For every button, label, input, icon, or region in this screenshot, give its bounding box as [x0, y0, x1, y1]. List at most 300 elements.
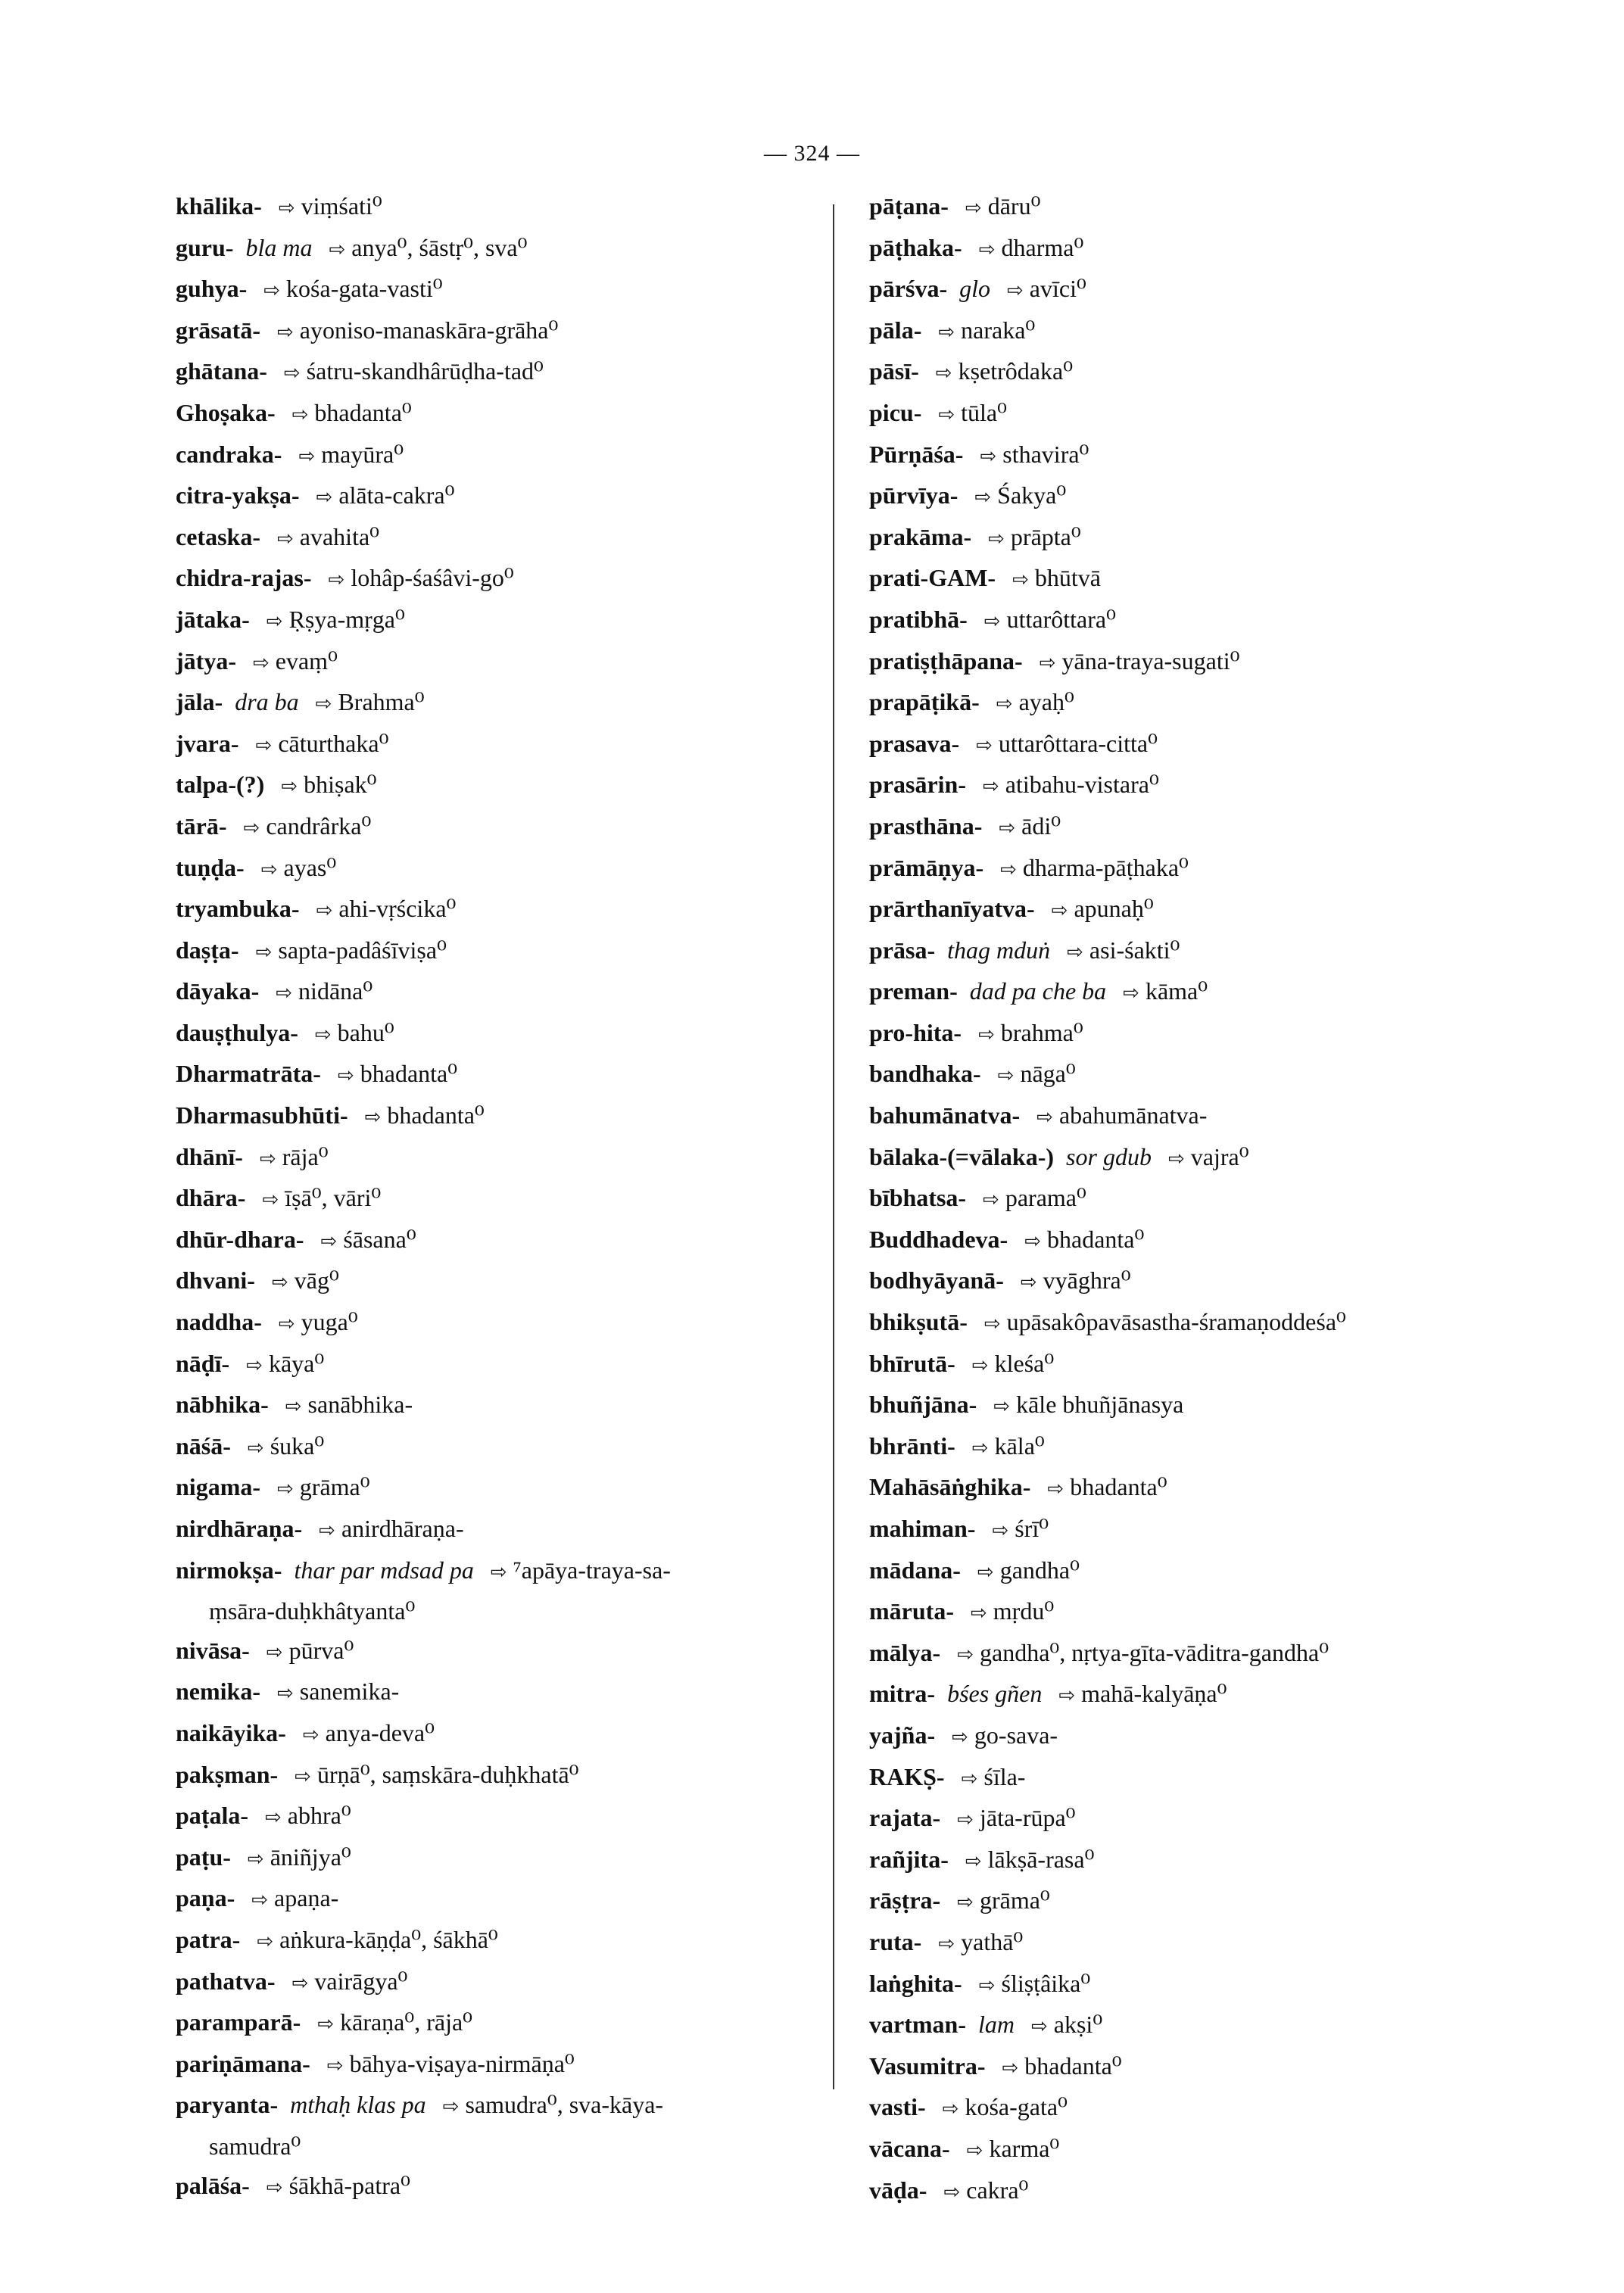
entry-cross-reference: Brahma⁰: [338, 688, 425, 716]
entry-cross-reference: sthavira⁰: [1002, 440, 1089, 468]
entry-headword: prāsa-: [869, 936, 936, 964]
entry-headword: nābhika-: [176, 1391, 269, 1419]
cross-reference-arrow-icon: ⇨: [1020, 1271, 1037, 1294]
entry-headword: candraka-: [176, 440, 282, 468]
entry-headword: bodhyāyanā-: [869, 1266, 1004, 1294]
dictionary-entry: [176, 1714, 812, 1756]
dictionary-entry: [176, 1096, 812, 1138]
dictionary-entry: [869, 1303, 1505, 1344]
dictionary-entry: [869, 2171, 1505, 2213]
entry-cross-reference: śrī⁰: [1015, 1515, 1049, 1542]
cross-reference-arrow-icon: ⇨: [271, 1271, 288, 1294]
dictionary-entry: [176, 600, 812, 642]
dictionary-entry: [176, 2003, 812, 2045]
dictionary-entry: [176, 518, 812, 559]
entry-cross-reference: ahi-vṛścika⁰: [338, 895, 457, 923]
cross-reference-arrow-icon: ⇨: [316, 899, 333, 923]
dictionary-entry: [869, 1799, 1505, 1840]
entry-tibetan-equivalent: sor gdub: [1066, 1142, 1152, 1170]
dictionary-entry: [176, 1138, 812, 1179]
entry-headword: rañjita-: [869, 1845, 949, 1873]
entry-cross-reference: bhadanta⁰: [314, 398, 412, 426]
entry-headword: nigama-: [176, 1473, 260, 1501]
entry-cross-reference: mahā-kalyāṇa⁰: [1081, 1680, 1227, 1708]
entry-headword: pārśva-: [869, 275, 948, 303]
dictionary-entry: [176, 476, 812, 518]
entry-headword: ghātana-: [176, 357, 267, 385]
entry-headword: bandhaka-: [869, 1060, 981, 1088]
cross-reference-arrow-icon: ⇨: [977, 1560, 994, 1584]
entry-cross-reference: nāga⁰: [1020, 1060, 1076, 1088]
entry-headword: rajata-: [869, 1804, 941, 1832]
entry-headword: naddha-: [176, 1308, 262, 1336]
entry-headword: paramparā-: [176, 2008, 301, 2036]
entry-cross-reference: atibahu-vistara⁰: [1005, 771, 1159, 799]
entry-cross-reference: samudra⁰, sva-kāya-: [465, 2091, 664, 2119]
cross-reference-arrow-icon: ⇨: [291, 403, 309, 426]
entry-cross-reference: akṣi⁰: [1053, 2011, 1103, 2039]
entry-headword: nirmokṣa-: [176, 1556, 282, 1584]
entry-cross-reference: apaṇa-: [274, 1884, 339, 1912]
entry-headword: Ghoṣaka-: [176, 398, 276, 426]
cross-reference-arrow-icon: ⇨: [1067, 940, 1083, 964]
cross-reference-arrow-icon: ⇨: [260, 858, 278, 881]
dictionary-entry: [176, 1055, 812, 1096]
entry-cross-reference: asi-śakti⁰: [1089, 936, 1180, 964]
cross-reference-arrow-icon: ⇨: [983, 609, 1001, 633]
dictionary-entry: [176, 394, 812, 435]
entry-headword: nāḍī-: [176, 1349, 230, 1377]
entry-cross-reference: cakra⁰: [966, 2176, 1029, 2204]
entry-cross-reference: bhadanta⁰: [387, 1101, 485, 1129]
entry-cross-reference: śākhā-patra⁰: [288, 2171, 410, 2199]
entry-headword: bhikṣutā-: [869, 1308, 968, 1336]
cross-reference-arrow-icon: ⇨: [983, 1313, 1001, 1336]
entry-headword: paṭala-: [176, 1802, 248, 1830]
dictionary-entry: [176, 807, 812, 849]
dictionary-entry: [869, 229, 1505, 270]
entry-headword: prapāṭikā-: [869, 688, 980, 716]
cross-reference-arrow-icon: ⇨: [1000, 858, 1017, 881]
entry-cross-reference: grāma⁰: [299, 1473, 370, 1501]
entry-cross-reference: avīci⁰: [1029, 275, 1086, 303]
entry-cross-reference: brahma⁰: [1000, 1018, 1083, 1046]
entry-headword: vasti-: [869, 2093, 926, 2121]
left-column: [176, 187, 812, 2207]
cross-reference-arrow-icon: ⇨: [1012, 569, 1029, 592]
entry-headword: nirdhāraṇa-: [176, 1515, 303, 1542]
entry-cross-reference: vajra⁰: [1190, 1142, 1249, 1170]
dictionary-entry: [176, 1385, 812, 1427]
entry-cross-reference: uttarôttara-citta⁰: [998, 729, 1158, 757]
entry-headword: mahiman-: [869, 1515, 976, 1542]
entry-cross-reference: parama⁰: [1005, 1184, 1086, 1212]
entry-headword: prati-GAM-: [869, 564, 996, 592]
dictionary-entry: [176, 2167, 812, 2208]
cross-reference-arrow-icon: ⇨: [276, 982, 293, 1005]
entry-cross-reference: dāru⁰: [987, 192, 1041, 220]
entry-cross-reference: prāpta⁰: [1010, 522, 1081, 550]
entry-headword: bhrānti-: [869, 1432, 955, 1460]
entry-headword: dhānī-: [176, 1142, 243, 1170]
dictionary-entry: [869, 518, 1505, 559]
entry-headword: prārthanīyatva-: [869, 895, 1035, 923]
entry-headword: dhāra-: [176, 1184, 246, 1212]
entry-headword: Vasumitra-: [869, 2052, 986, 2080]
entry-headword: jvara-: [176, 729, 239, 757]
cross-reference-arrow-icon: ⇨: [265, 1806, 282, 1830]
dictionary-entry: [176, 642, 812, 684]
dictionary-entry: [176, 1179, 812, 1220]
entry-cross-reference: kāya⁰: [268, 1349, 325, 1377]
entry-cross-reference: gandha⁰: [999, 1556, 1080, 1584]
entry-cross-reference: vairāgya⁰: [314, 1967, 408, 1995]
entry-tibetan-equivalent: thag mduṅ: [947, 936, 1051, 964]
cross-reference-arrow-icon: ⇨: [1030, 2015, 1048, 2039]
dictionary-entry: [869, 187, 1505, 229]
entry-headword: guru-: [176, 233, 234, 261]
entry-cross-reference: bhiṣak⁰: [304, 771, 377, 799]
entry-headword: vāḍa-: [869, 2176, 927, 2204]
cross-reference-arrow-icon: ⇨: [252, 651, 270, 675]
cross-reference-arrow-icon: ⇨: [1007, 279, 1024, 303]
entry-headword: RAKṢ-: [869, 1762, 945, 1790]
entry-headword: nemika-: [176, 1678, 260, 1706]
entry-cross-reference: kāla⁰: [994, 1432, 1045, 1460]
entry-cross-reference: vāg⁰: [294, 1266, 339, 1294]
entry-cross-reference: grāma⁰: [979, 1886, 1050, 1914]
cross-reference-arrow-icon: ⇨: [316, 486, 333, 509]
dictionary-entry: [176, 1838, 812, 1880]
entry-cross-reference: yuga⁰: [301, 1308, 358, 1336]
entry-cross-reference: karma⁰: [989, 2134, 1060, 2162]
dictionary-entry: [869, 1964, 1505, 2006]
entry-cross-reference: kośa-gata-vasti⁰: [286, 275, 443, 303]
dictionary-entry: [176, 1796, 812, 1838]
entry-cross-reference: anya⁰, śāstṛ⁰, sva⁰: [351, 233, 528, 261]
entry-tibetan-equivalent: mthaḥ klas pa: [290, 2091, 426, 2119]
entry-cross-reference: anirdhāraṇa-: [341, 1515, 464, 1542]
cross-reference-arrow-icon: ⇨: [1058, 1684, 1076, 1708]
cross-reference-arrow-icon: ⇨: [337, 1064, 354, 1088]
cross-reference-arrow-icon: ⇨: [285, 1395, 302, 1419]
entry-continuation: ṃsāra-duḥkhâtyanta⁰: [209, 1597, 416, 1625]
cross-reference-arrow-icon: ⇨: [971, 1436, 989, 1460]
cross-reference-arrow-icon: ⇨: [983, 1189, 999, 1212]
entry-cross-reference: dharma-pāṭhaka⁰: [1022, 853, 1189, 881]
cross-reference-arrow-icon: ⇨: [974, 486, 992, 509]
entry-headword: Mahāsāṅghika-: [869, 1473, 1031, 1501]
entry-cross-reference: bhadanta⁰: [360, 1060, 458, 1088]
cross-reference-arrow-icon: ⇨: [246, 1354, 263, 1377]
entry-cross-reference: kāraṇa⁰, rāja⁰: [340, 2008, 472, 2036]
entry-headword: nāśā-: [176, 1432, 231, 1460]
cross-reference-arrow-icon: ⇨: [1036, 1106, 1053, 1129]
entry-cross-reference: sapta-padâśīviṣa⁰: [278, 936, 447, 964]
entry-cross-reference: bhadanta⁰: [1024, 2052, 1122, 2080]
cross-reference-arrow-icon: ⇨: [992, 1519, 1009, 1542]
entry-headword: bhuñjāna-: [869, 1391, 977, 1419]
dictionary-entry: [176, 1427, 812, 1469]
entry-headword: Pūrṇāśa-: [869, 440, 964, 468]
dictionary-entry: [869, 931, 1505, 973]
entry-cross-reference: gandha⁰, nṛtya-gīta-vāditra-gandha⁰: [980, 1638, 1329, 1666]
entry-headword: bhīrutā-: [869, 1349, 955, 1377]
dictionary-entry: [869, 724, 1505, 766]
entry-headword: jātya-: [176, 646, 236, 675]
cross-reference-arrow-icon: ⇨: [938, 320, 955, 344]
cross-reference-arrow-icon: ⇨: [276, 527, 294, 550]
right-column: [869, 187, 1505, 2212]
entry-headword: khālika-: [176, 192, 262, 220]
dictionary-entry: [869, 1179, 1505, 1220]
cross-reference-arrow-icon: ⇨: [302, 1723, 320, 1746]
entry-headword: pratibhā-: [869, 605, 968, 633]
entry-headword: pūrvīya-: [869, 481, 959, 509]
cross-reference-arrow-icon: ⇨: [965, 1849, 982, 1873]
entry-headword: laṅghita-: [869, 1969, 962, 1997]
entry-cross-reference: ayaḥ⁰: [1018, 688, 1074, 716]
entry-headword: tryambuka-: [176, 895, 300, 923]
cross-reference-arrow-icon: ⇨: [243, 816, 260, 840]
entry-headword: pāsī-: [869, 357, 919, 385]
entry-headword: yajña-: [869, 1721, 936, 1749]
cross-reference-arrow-icon: ⇨: [996, 693, 1013, 716]
cross-reference-arrow-icon: ⇨: [999, 816, 1016, 840]
cross-reference-arrow-icon: ⇨: [298, 444, 316, 468]
cross-reference-arrow-icon: ⇨: [251, 1889, 269, 1912]
entry-headword: pāla-: [869, 316, 922, 344]
entry-headword: dāyaka-: [176, 977, 260, 1005]
dictionary-entry: [869, 1427, 1505, 1469]
cross-reference-arrow-icon: ⇨: [935, 362, 952, 385]
entry-tibetan-equivalent: bśes gñen: [947, 1680, 1043, 1708]
cross-reference-arrow-icon: ⇨: [266, 609, 283, 633]
cross-reference-arrow-icon: ⇨: [277, 1478, 294, 1501]
cross-reference-arrow-icon: ⇨: [1039, 651, 1056, 675]
entry-headword: talpa-(?): [176, 771, 265, 799]
dictionary-entry: [869, 972, 1505, 1014]
dictionary-entry: [176, 435, 812, 477]
entry-headword: pathatva-: [176, 1967, 276, 1995]
entry-headword: mādana-: [869, 1556, 961, 1584]
entry-cross-reference: apunaḥ⁰: [1074, 895, 1154, 923]
entry-headword: paṇa-: [176, 1884, 235, 1912]
dictionary-entry: [869, 394, 1505, 435]
entry-tibetan-equivalent: glo: [959, 275, 990, 303]
dictionary-entry: [869, 1592, 1505, 1634]
entry-headword: daṣṭa-: [176, 936, 239, 964]
cross-reference-arrow-icon: ⇨: [978, 238, 996, 261]
entry-cross-reference: kāma⁰: [1145, 977, 1208, 1005]
cross-reference-arrow-icon: ⇨: [980, 444, 997, 468]
cross-reference-arrow-icon: ⇨: [943, 2180, 961, 2204]
dictionary-entry: [176, 1303, 812, 1344]
entry-tibetan-equivalent: thar par mdsad pa: [294, 1556, 474, 1584]
dictionary-entry: [869, 889, 1505, 931]
cross-reference-arrow-icon: ⇨: [1051, 899, 1068, 923]
cross-reference-arrow-icon: ⇨: [247, 1847, 264, 1871]
cross-reference-arrow-icon: ⇨: [490, 1560, 507, 1584]
entry-cross-reference: evaṃ⁰: [275, 646, 338, 675]
cross-reference-arrow-icon: ⇨: [317, 2013, 335, 2036]
entry-headword: mālya-: [869, 1638, 941, 1666]
entry-cross-reference: sanābhika-: [307, 1391, 413, 1419]
entry-cross-reference: kleśa⁰: [994, 1349, 1055, 1377]
dictionary-entry: [176, 352, 812, 394]
dictionary-entry: [176, 1672, 812, 1714]
entry-headword: rāṣṭra-: [869, 1886, 941, 1914]
dictionary-entry: [869, 849, 1505, 890]
cross-reference-arrow-icon: ⇨: [957, 1809, 974, 1832]
cross-reference-arrow-icon: ⇨: [276, 320, 294, 344]
entry-cross-reference: nidāna⁰: [298, 977, 373, 1005]
cross-reference-arrow-icon: ⇨: [255, 734, 273, 757]
entry-cross-reference: ⁷apāya-traya-sa-: [513, 1556, 671, 1584]
dictionary-entry: [869, 1509, 1505, 1551]
entry-headword: bālaka-(=vālaka-): [869, 1142, 1055, 1170]
cross-reference-arrow-icon: ⇨: [326, 2054, 344, 2077]
page-number: — 324 —: [764, 141, 860, 166]
cross-reference-arrow-icon: ⇨: [262, 1189, 279, 1212]
cross-reference-arrow-icon: ⇨: [1047, 1478, 1064, 1501]
cross-reference-arrow-icon: ⇨: [266, 2176, 283, 2199]
entry-headword: bahumānatva-: [869, 1101, 1021, 1129]
cross-reference-arrow-icon: ⇨: [291, 1971, 309, 1995]
dictionary-entry: [176, 1220, 812, 1262]
dictionary-entry: [869, 1675, 1505, 1716]
entry-cross-reference: viṃśati⁰: [301, 192, 382, 220]
cross-reference-arrow-icon: ⇨: [966, 2139, 983, 2162]
entry-headword: prasava-: [869, 729, 960, 757]
entry-headword: dhūr-dhara-: [176, 1225, 304, 1253]
entry-cross-reference: bhadanta⁰: [1070, 1473, 1167, 1501]
entry-cross-reference: rāja⁰: [282, 1142, 329, 1170]
dictionary-entry: [176, 1468, 812, 1509]
cross-reference-arrow-icon: ⇨: [319, 1519, 335, 1542]
dictionary-entry: [176, 724, 812, 766]
entry-headword: guhya-: [176, 275, 248, 303]
dictionary-entry: [176, 849, 812, 890]
dictionary-entry: [869, 2088, 1505, 2129]
dictionary-entry: [869, 1716, 1505, 1758]
dictionary-entry: [869, 600, 1505, 642]
entry-headword: preman-: [869, 977, 958, 1005]
cross-reference-arrow-icon: ⇨: [978, 1974, 996, 1997]
cross-reference-arrow-icon: ⇨: [1002, 2056, 1019, 2080]
entry-headword: Dharmasubhūti-: [176, 1101, 348, 1129]
entry-cross-reference: abhra⁰: [287, 1802, 351, 1830]
cross-reference-arrow-icon: ⇨: [1123, 982, 1139, 1005]
entry-cross-reference: ādi⁰: [1021, 812, 1061, 840]
entry-cross-reference: mṛdu⁰: [993, 1597, 1055, 1625]
entry-cross-reference: āniñjya⁰: [270, 1843, 351, 1871]
cross-reference-arrow-icon: ⇨: [315, 693, 332, 716]
dictionary-entry: [176, 1014, 812, 1055]
dictionary-entry: [869, 1840, 1505, 1882]
cross-reference-arrow-icon: ⇨: [976, 734, 993, 757]
cross-reference-arrow-icon: ⇨: [314, 1023, 332, 1046]
entry-cross-reference: alāta-cakra⁰: [338, 481, 455, 509]
cross-reference-arrow-icon: ⇨: [281, 775, 298, 799]
dictionary-entry: [869, 1468, 1505, 1509]
dictionary-entry: [869, 1055, 1505, 1096]
dictionary-entry: [869, 2005, 1505, 2047]
dictionary-entry: [869, 559, 1505, 600]
entry-headword: pakṣman-: [176, 1760, 279, 1788]
entry-headword: pariṇāmana-: [176, 2049, 310, 2077]
entry-cross-reference: yāna-traya-sugati⁰: [1061, 646, 1240, 675]
cross-reference-arrow-icon: ⇨: [952, 1725, 968, 1749]
cross-reference-arrow-icon: ⇨: [278, 197, 295, 220]
cross-reference-arrow-icon: ⇨: [993, 1395, 1011, 1419]
entry-headword: citra-yakṣa-: [176, 481, 300, 509]
entry-headword: paryanta-: [176, 2091, 279, 2119]
dictionary-entry: [869, 1923, 1505, 1964]
entry-cross-reference: śliṣṭâika⁰: [1001, 1969, 1091, 1997]
entry-cross-reference: cāturthaka⁰: [278, 729, 389, 757]
entry-headword: Dharmatrāta-: [176, 1060, 321, 1088]
cross-reference-arrow-icon: ⇨: [983, 775, 999, 799]
cross-reference-arrow-icon: ⇨: [259, 1147, 276, 1170]
cross-reference-arrow-icon: ⇨: [320, 1229, 338, 1253]
dictionary-entry: [869, 435, 1505, 477]
cross-reference-arrow-icon: ⇨: [255, 940, 273, 964]
dictionary-entry: [869, 311, 1505, 353]
entry-headword: bībhatsa-: [869, 1184, 967, 1212]
cross-reference-arrow-icon: ⇨: [938, 1932, 955, 1955]
dictionary-entry: [869, 476, 1505, 518]
entry-cross-reference: uttarôttara⁰: [1006, 605, 1116, 633]
dictionary-entry: [869, 1344, 1505, 1386]
entry-cross-reference: candrârka⁰: [266, 812, 372, 840]
entry-cross-reference: vyāghra⁰: [1043, 1266, 1131, 1294]
entry-cross-reference: śāsana⁰: [343, 1225, 416, 1253]
dictionary-entry: [176, 683, 812, 724]
dictionary-entry: [869, 683, 1505, 724]
entry-headword: patra-: [176, 1925, 241, 1953]
dictionary-entry: [869, 2129, 1505, 2171]
entry-cross-reference: lākṣā-rasa⁰: [987, 1845, 1095, 1873]
dictionary-entry: [869, 1014, 1505, 1055]
entry-headword: pratiṣṭhāpana-: [869, 646, 1023, 675]
entry-headword: palāśa-: [176, 2171, 250, 2199]
cross-reference-arrow-icon: ⇨: [970, 1602, 987, 1625]
cross-reference-arrow-icon: ⇨: [938, 403, 955, 426]
dictionary-entry: [869, 1385, 1505, 1427]
entry-headword: tuṇḍa-: [176, 853, 245, 881]
dictionary-entry: [869, 1220, 1505, 1262]
cross-reference-arrow-icon: ⇨: [247, 1436, 264, 1460]
dictionary-entry: [869, 1551, 1505, 1593]
cross-reference-arrow-icon: ⇨: [971, 1354, 989, 1377]
entry-cross-reference: anya-deva⁰: [325, 1718, 435, 1746]
entry-headword: mitra-: [869, 1680, 936, 1708]
dictionary-entry: [176, 559, 812, 600]
dictionary-entry: [869, 352, 1505, 394]
entry-cross-reference: Śakya⁰: [997, 481, 1067, 509]
entry-cross-reference: ayas⁰: [283, 853, 337, 881]
cross-reference-arrow-icon: ⇨: [257, 1930, 274, 1953]
dictionary-entry: [176, 229, 812, 270]
entry-headword: prasthāna-: [869, 812, 983, 840]
entry-tibetan-equivalent: dad pa che ba: [969, 977, 1107, 1005]
cross-reference-arrow-icon: ⇨: [961, 1767, 978, 1790]
cross-reference-arrow-icon: ⇨: [329, 238, 346, 261]
cross-reference-arrow-icon: ⇨: [997, 1064, 1015, 1088]
entry-headword: dauṣṭhulya-: [176, 1018, 298, 1046]
entry-cross-reference: naraka⁰: [961, 316, 1036, 344]
